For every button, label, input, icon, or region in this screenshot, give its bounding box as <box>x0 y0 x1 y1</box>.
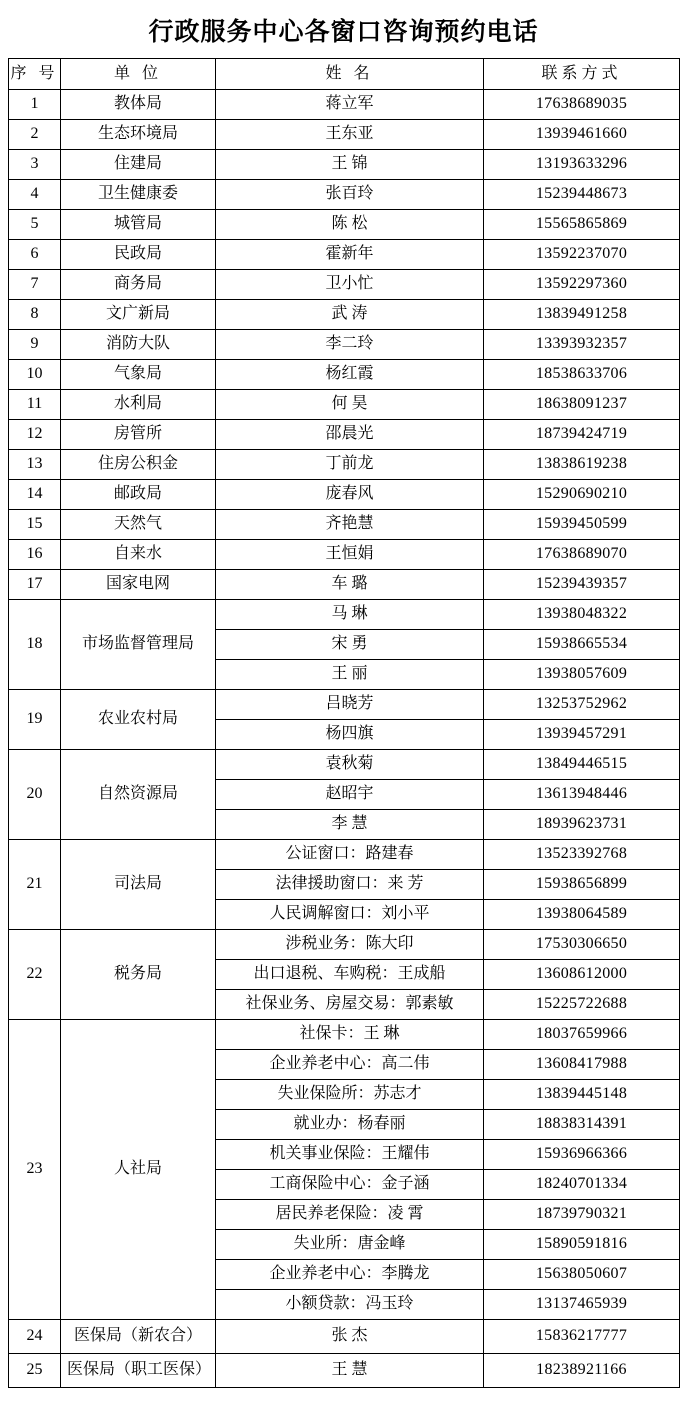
cell-contact-name: 宋 勇 <box>216 630 484 660</box>
cell-phone-number: 17638689035 <box>484 90 680 120</box>
cell-phone-number: 15565865869 <box>484 210 680 240</box>
cell-phone-number: 17638689070 <box>484 540 680 570</box>
cell-contact-name: 马 琳 <box>216 600 484 630</box>
cell-phone-number: 15239439357 <box>484 570 680 600</box>
table-row <box>9 120 680 150</box>
table-body <box>9 90 680 1388</box>
cell-unit: 邮政局 <box>61 480 216 510</box>
cell-unit: 医保局（职工医保） <box>61 1354 216 1388</box>
cell-phone-number: 18638091237 <box>484 390 680 420</box>
cell-unit: 城管局 <box>61 210 216 240</box>
cell-contact-name: 武 涛 <box>216 300 484 330</box>
cell-unit: 教体局 <box>61 90 216 120</box>
table-row <box>9 690 680 720</box>
cell-index: 7 <box>9 270 61 300</box>
cell-phone-number: 18739424719 <box>484 420 680 450</box>
cell-contact-name: 车 璐 <box>216 570 484 600</box>
cell-phone-number: 13938048322 <box>484 600 680 630</box>
table-row <box>9 330 680 360</box>
cell-contact-name: 王恒娟 <box>216 540 484 570</box>
cell-unit: 水利局 <box>61 390 216 420</box>
cell-contact-name: 杨红霞 <box>216 360 484 390</box>
cell-contact-name: 机关事业保险：王耀伟 <box>216 1140 484 1170</box>
cell-phone-number: 13608417988 <box>484 1050 680 1080</box>
cell-phone-number: 13938064589 <box>484 900 680 930</box>
cell-unit: 医保局（新农合） <box>61 1320 216 1354</box>
cell-phone-number: 13137465939 <box>484 1290 680 1320</box>
cell-phone-number: 18238921166 <box>484 1354 680 1388</box>
cell-index: 11 <box>9 390 61 420</box>
cell-index: 3 <box>9 150 61 180</box>
cell-phone-number: 15239448673 <box>484 180 680 210</box>
table-row <box>9 540 680 570</box>
cell-contact-name: 工商保险中心：金子涵 <box>216 1170 484 1200</box>
cell-contact-name: 社保业务、房屋交易：郭素敏 <box>216 990 484 1020</box>
cell-unit: 民政局 <box>61 240 216 270</box>
cell-index: 20 <box>9 750 61 840</box>
cell-index: 5 <box>9 210 61 240</box>
cell-phone-number: 13608612000 <box>484 960 680 990</box>
cell-unit: 房管所 <box>61 420 216 450</box>
table-row <box>9 420 680 450</box>
table-row <box>9 300 680 330</box>
cell-unit: 消防大队 <box>61 330 216 360</box>
cell-contact-name: 企业养老中心：高二伟 <box>216 1050 484 1080</box>
cell-phone-number: 18538633706 <box>484 360 680 390</box>
table-row <box>9 1354 680 1388</box>
cell-phone-number: 13849446515 <box>484 750 680 780</box>
cell-phone-number: 13523392768 <box>484 840 680 870</box>
table-row <box>9 210 680 240</box>
cell-phone-number: 18939623731 <box>484 810 680 840</box>
cell-phone-number: 15938665534 <box>484 630 680 660</box>
cell-phone-number: 13939457291 <box>484 720 680 750</box>
table-row <box>9 600 680 630</box>
table-row <box>9 480 680 510</box>
cell-contact-name: 杨四旗 <box>216 720 484 750</box>
cell-phone-number: 13939461660 <box>484 120 680 150</box>
cell-contact-name: 王 慧 <box>216 1354 484 1388</box>
cell-contact-name: 何 昊 <box>216 390 484 420</box>
cell-phone-number: 17530306650 <box>484 930 680 960</box>
cell-contact-name: 张百玲 <box>216 180 484 210</box>
table-row <box>9 450 680 480</box>
cell-index: 8 <box>9 300 61 330</box>
cell-contact-name: 王 锦 <box>216 150 484 180</box>
cell-phone-number: 18739790321 <box>484 1200 680 1230</box>
cell-index: 22 <box>9 930 61 1020</box>
cell-phone-number: 13253752962 <box>484 690 680 720</box>
cell-unit: 自来水 <box>61 540 216 570</box>
table-row <box>9 270 680 300</box>
cell-phone-number: 13393932357 <box>484 330 680 360</box>
cell-index: 21 <box>9 840 61 930</box>
cell-index: 16 <box>9 540 61 570</box>
column-header-index: 序 号 <box>9 59 61 90</box>
table-row <box>9 360 680 390</box>
cell-phone-number: 18240701334 <box>484 1170 680 1200</box>
cell-contact-name: 失业所：唐金峰 <box>216 1230 484 1260</box>
cell-index: 24 <box>9 1320 61 1354</box>
cell-unit: 商务局 <box>61 270 216 300</box>
cell-index: 12 <box>9 420 61 450</box>
cell-phone-number: 15890591816 <box>484 1230 680 1260</box>
table-row <box>9 390 680 420</box>
cell-phone-number: 13839445148 <box>484 1080 680 1110</box>
cell-unit: 住建局 <box>61 150 216 180</box>
column-header-unit: 单 位 <box>61 59 216 90</box>
table-row <box>9 750 680 780</box>
cell-phone-number: 15225722688 <box>484 990 680 1020</box>
table-row <box>9 1020 680 1050</box>
table-row <box>9 1320 680 1354</box>
cell-contact-name: 吕晓芳 <box>216 690 484 720</box>
cell-index: 10 <box>9 360 61 390</box>
cell-contact-name: 赵昭宇 <box>216 780 484 810</box>
cell-phone-number: 18037659966 <box>484 1020 680 1050</box>
cell-unit: 住房公积金 <box>61 450 216 480</box>
cell-phone-number: 15938656899 <box>484 870 680 900</box>
cell-contact-name: 法律援助窗口：来 芳 <box>216 870 484 900</box>
cell-contact-name: 小额贷款：冯玉玲 <box>216 1290 484 1320</box>
cell-phone-number: 15836217777 <box>484 1320 680 1354</box>
cell-phone-number: 13592237070 <box>484 240 680 270</box>
cell-contact-name: 袁秋菊 <box>216 750 484 780</box>
cell-phone-number: 13193633296 <box>484 150 680 180</box>
cell-contact-name: 居民养老保险：凌 霄 <box>216 1200 484 1230</box>
cell-contact-name: 企业养老中心：李腾龙 <box>216 1260 484 1290</box>
table-row <box>9 510 680 540</box>
cell-index: 23 <box>9 1020 61 1320</box>
cell-contact-name: 李二玲 <box>216 330 484 360</box>
cell-unit: 市场监督管理局 <box>61 600 216 690</box>
cell-index: 25 <box>9 1354 61 1388</box>
cell-phone-number: 15936966366 <box>484 1140 680 1170</box>
table-row <box>9 90 680 120</box>
column-header-phone: 联系方式 <box>484 59 680 90</box>
table-row <box>9 570 680 600</box>
cell-unit: 司法局 <box>61 840 216 930</box>
cell-contact-name: 就业办：杨春丽 <box>216 1110 484 1140</box>
cell-contact-name: 邵晨光 <box>216 420 484 450</box>
cell-contact-name: 失业保险所：苏志才 <box>216 1080 484 1110</box>
cell-contact-name: 霍新年 <box>216 240 484 270</box>
contact-table <box>8 58 680 1388</box>
cell-contact-name: 卫小忙 <box>216 270 484 300</box>
cell-index: 14 <box>9 480 61 510</box>
table-row <box>9 840 680 870</box>
cell-contact-name: 王 丽 <box>216 660 484 690</box>
cell-index: 9 <box>9 330 61 360</box>
cell-index: 15 <box>9 510 61 540</box>
cell-unit: 卫生健康委 <box>61 180 216 210</box>
cell-phone-number: 13613948446 <box>484 780 680 810</box>
cell-index: 13 <box>9 450 61 480</box>
cell-unit: 文广新局 <box>61 300 216 330</box>
cell-contact-name: 出口退税、车购税：王成船 <box>216 960 484 990</box>
cell-index: 1 <box>9 90 61 120</box>
cell-contact-name: 社保卡：王 琳 <box>216 1020 484 1050</box>
cell-unit: 农业农村局 <box>61 690 216 750</box>
cell-index: 6 <box>9 240 61 270</box>
cell-phone-number: 13592297360 <box>484 270 680 300</box>
cell-contact-name: 李 慧 <box>216 810 484 840</box>
cell-phone-number: 13838619238 <box>484 450 680 480</box>
cell-phone-number: 15939450599 <box>484 510 680 540</box>
cell-contact-name: 庞春风 <box>216 480 484 510</box>
cell-unit: 天然气 <box>61 510 216 540</box>
table-header-row <box>9 59 680 90</box>
table-row <box>9 180 680 210</box>
table-row <box>9 150 680 180</box>
table-row <box>9 240 680 270</box>
cell-index: 18 <box>9 600 61 690</box>
page-title: 行政服务中心各窗口咨询预约电话 <box>148 19 539 46</box>
cell-contact-name: 张 杰 <box>216 1320 484 1354</box>
cell-index: 4 <box>9 180 61 210</box>
cell-contact-name: 陈 松 <box>216 210 484 240</box>
cell-phone-number: 18838314391 <box>484 1110 680 1140</box>
cell-index: 17 <box>9 570 61 600</box>
cell-unit: 气象局 <box>61 360 216 390</box>
cell-contact-name: 公证窗口：路建春 <box>216 840 484 870</box>
cell-contact-name: 齐艳慧 <box>216 510 484 540</box>
cell-unit: 生态环境局 <box>61 120 216 150</box>
column-header-name: 姓 名 <box>216 59 484 90</box>
table-row <box>9 930 680 960</box>
cell-phone-number: 13839491258 <box>484 300 680 330</box>
cell-contact-name: 丁前龙 <box>216 450 484 480</box>
cell-unit: 国家电网 <box>61 570 216 600</box>
cell-index: 19 <box>9 690 61 750</box>
cell-contact-name: 王东亚 <box>216 120 484 150</box>
cell-unit: 税务局 <box>61 930 216 1020</box>
cell-phone-number: 13938057609 <box>484 660 680 690</box>
cell-contact-name: 涉税业务：陈大印 <box>216 930 484 960</box>
cell-phone-number: 15638050607 <box>484 1260 680 1290</box>
cell-unit: 自然资源局 <box>61 750 216 840</box>
cell-contact-name: 蒋立军 <box>216 90 484 120</box>
cell-contact-name: 人民调解窗口：刘小平 <box>216 900 484 930</box>
table-header <box>9 59 680 90</box>
cell-unit: 人社局 <box>61 1020 216 1320</box>
cell-phone-number: 15290690210 <box>484 480 680 510</box>
cell-index: 2 <box>9 120 61 150</box>
